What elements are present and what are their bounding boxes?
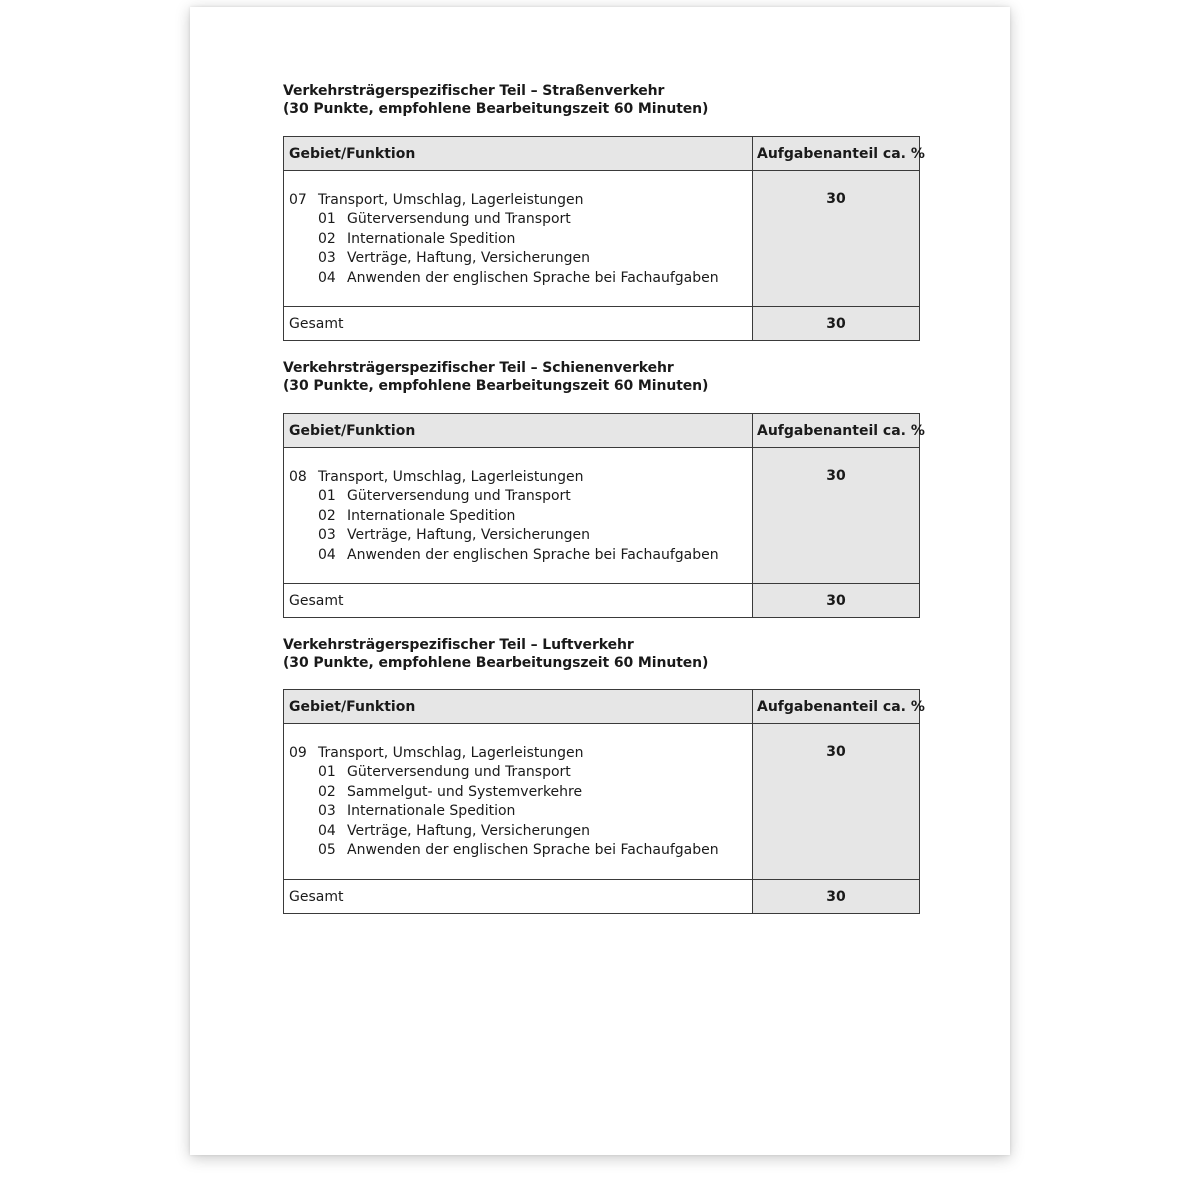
spec-table [283, 689, 925, 914]
main-topic [289, 744, 747, 763]
section-subtitle: (30 Punkte, empfohlene Bearbeitungszeit 60 Minuten) [283, 378, 709, 394]
total-value: 30 [753, 584, 920, 618]
table-body-row [284, 724, 920, 880]
section-title: Verkehrsträgerspezifischer Teil – Straßenverkehr [283, 83, 665, 99]
subtopic: 02 Internationale Spedition [318, 507, 516, 524]
topic-number: 07 [289, 192, 307, 208]
total-value: 30 [753, 880, 920, 914]
subtopic: 04 Verträge, Haftung, Versicherungen [318, 822, 590, 839]
subtopic: 02 Internationale Spedition [318, 230, 516, 247]
table-body-row [284, 448, 920, 584]
topic-number: 08 [289, 469, 307, 485]
topic-label: Transport, Umschlag, Lagerleistungen [318, 192, 584, 208]
table-header-row [284, 414, 920, 448]
spec-table [283, 413, 925, 618]
section-heading [283, 82, 708, 118]
section-heading [283, 636, 708, 672]
spec-table [283, 136, 925, 341]
header-aufgabenanteil: Aufgabenanteil ca. % [753, 137, 920, 171]
subtopic: 04 Anwenden der englischen Sprache bei Fachaufgaben [318, 269, 719, 286]
topic-label: Transport, Umschlag, Lagerleistungen [318, 469, 584, 485]
share-value: 30 [753, 171, 920, 307]
section-title: Verkehrsträgerspezifischer Teil – Schienenverkehr [283, 360, 674, 376]
share-value: 30 [753, 724, 920, 880]
total-value: 30 [753, 307, 920, 341]
section-title: Verkehrsträgerspezifischer Teil – Luftverkehr [283, 637, 634, 653]
total-label: Gesamt [284, 584, 753, 618]
header-gebiet: Gebiet/Funktion [284, 690, 753, 724]
topic-label: Transport, Umschlag, Lagerleistungen [318, 745, 584, 761]
table-header-row [284, 690, 920, 724]
table-header-row [284, 137, 920, 171]
main-topic [289, 191, 747, 210]
table-total-row [284, 307, 920, 341]
header-aufgabenanteil: Aufgabenanteil ca. % [753, 690, 920, 724]
total-label: Gesamt [284, 880, 753, 914]
subtopic: 01 Güterversendung und Transport [318, 764, 571, 781]
topic-number: 09 [289, 745, 307, 761]
subtopic: 03 Verträge, Haftung, Versicherungen [318, 250, 590, 267]
section-subtitle: (30 Punkte, empfohlene Bearbeitungszeit 60 Minuten) [283, 655, 709, 671]
share-value: 30 [753, 448, 920, 584]
total-label: Gesamt [284, 307, 753, 341]
header-aufgabenanteil: Aufgabenanteil ca. % [753, 414, 920, 448]
subtopic: 05 Anwenden der englischen Sprache bei Fachaufgaben [318, 842, 719, 859]
main-topic [289, 468, 747, 487]
topic-cell [284, 171, 753, 307]
section-subtitle: (30 Punkte, empfohlene Bearbeitungszeit 60 Minuten) [283, 101, 709, 117]
header-gebiet: Gebiet/Funktion [284, 414, 753, 448]
subtopic: 02 Sammelgut- und Systemverkehre [318, 783, 583, 800]
table-total-row [284, 880, 920, 914]
header-gebiet: Gebiet/Funktion [284, 137, 753, 171]
document-page [190, 7, 1010, 1155]
subtopic: 01 Güterversendung und Transport [318, 488, 571, 505]
subtopic: 03 Internationale Spedition [318, 803, 516, 820]
subtopic: 03 Verträge, Haftung, Versicherungen [318, 527, 590, 544]
table-total-row [284, 584, 920, 618]
topic-cell [284, 448, 753, 584]
table-body-row [284, 171, 920, 307]
topic-cell [284, 724, 753, 880]
subtopic: 04 Anwenden der englischen Sprache bei Fachaufgaben [318, 546, 719, 563]
subtopic: 01 Güterversendung und Transport [318, 211, 571, 228]
section-heading [283, 359, 708, 395]
